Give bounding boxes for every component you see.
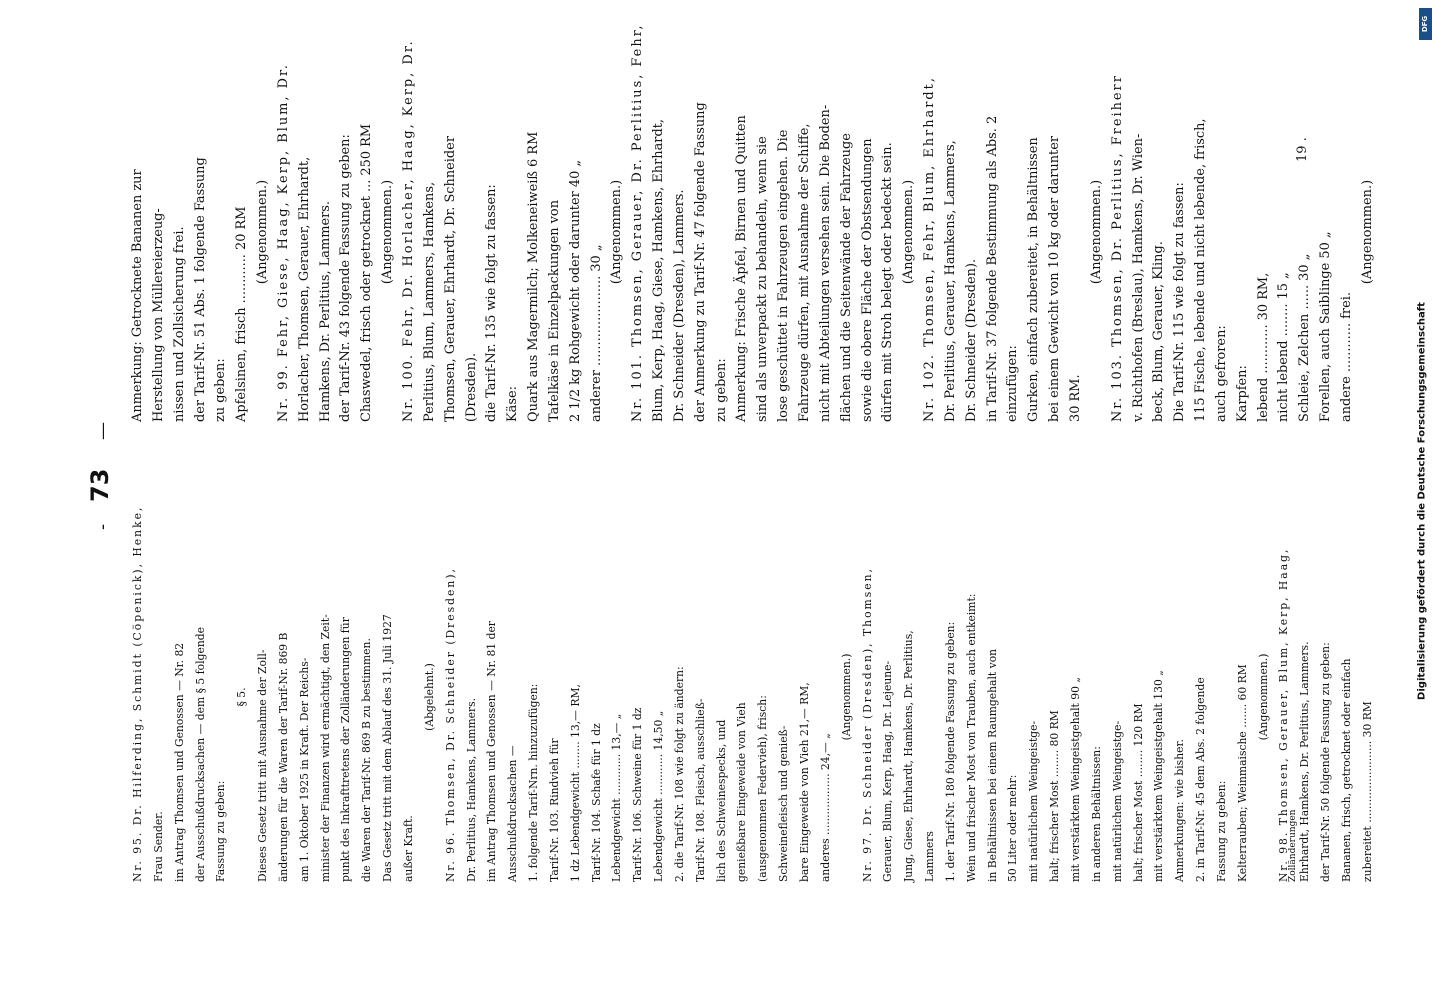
- text-line: anderer ...................... 30 „: [588, 244, 604, 422]
- text-line: punkt des Inkrafttretens der Zolländerungen für: [339, 617, 353, 882]
- text-line: zu geben:: [213, 358, 229, 422]
- text-line: Dr. Perlitius, Hamkens, Lammers.: [464, 697, 478, 882]
- text-line: im Antrag Thomsen und Genossen — Nr. 82: [172, 642, 186, 882]
- text-line: sind als unverpackt zu behandeln, wenn sie: [755, 136, 771, 422]
- text-line: lich des Schweinespecks, und: [714, 719, 728, 882]
- text-line: Nr. 95. Dr. Hilferding, Schmidt (Cöpenick), Henke,: [131, 505, 144, 882]
- text-line: Dr. Schneider (Dresden).: [963, 258, 979, 422]
- text-line: im Antrag Thomsen und Genossen — Nr. 81 der: [485, 621, 499, 882]
- text-line: dürfen mit Stroh belegt oder bedeckt sein.: [880, 142, 896, 422]
- text-line: der Ausschußdrucksachen — dem § 5 folgende: [193, 627, 207, 882]
- text-line: lose geschüttet in Fahrzeugen eingehen. Die: [776, 129, 792, 422]
- text-line: sowie die obere Fläche der Obstsendungen: [859, 138, 875, 422]
- text-line: Apfelsinen, frisch ............ 20 RM: [234, 206, 250, 422]
- text-line: in Behältnissen bei einem Raumgehalt von: [985, 648, 999, 882]
- dfg-logo-text: DFG: [1421, 15, 1430, 33]
- text-line: die Tarif-Nr. 135 wie folgt zu fassen:: [484, 184, 500, 422]
- left-column: [130, 505, 1381, 882]
- text-line: Nr. 102. Thomsen, Fehr, Blum, Ehrhardt,: [922, 76, 938, 422]
- text-line: Dr. Schneider (Dresden), Lammers.: [671, 189, 687, 422]
- page-header: [86, 0, 126, 1000]
- text-line: bei einem Gewicht von 10 kg oder darunter: [1047, 135, 1063, 422]
- text-line: Karpfen:: [1234, 365, 1250, 422]
- text-line: (Angenommen.): [1088, 179, 1104, 285]
- digitization-note: [1410, 6, 1434, 996]
- header-dash-right: —: [92, 422, 113, 440]
- text-line: mit verstärktem Weingeistgehalt 130 „: [1152, 670, 1166, 882]
- text-line: Ehrhardt, Hamkens, Dr. Perlitius, Lammers.: [1298, 641, 1312, 882]
- text-line: Anmerkung: Getrocknete Bananen zur: [130, 169, 145, 422]
- text-line: 2. in Tarif-Nr. 45 dem Abs. 2 folgende: [1194, 677, 1208, 882]
- text-line: Blum, Kerp, Haag, Giese, Hamkens, Ehrhardt,: [651, 118, 667, 422]
- text-line: Lammers: [923, 831, 937, 882]
- text-line: 2 1/2 kg Rohgewicht oder darunter 40 „: [567, 159, 583, 422]
- text-line: nicht mit Abteilungen versehen sein. Die Boden-: [817, 104, 833, 422]
- text-line: Perlitius, Blum, Lammers, Hamkens,: [421, 181, 437, 422]
- text-line: Schweinefleisch und genieß-: [777, 725, 791, 882]
- text-line: Tarif-Nr. 106. Schweine für 1 dz: [631, 707, 645, 882]
- right-column: [130, 23, 1381, 422]
- text-line: Fassung zu geben:: [1214, 780, 1228, 882]
- text-line: Nr. 101. Thomsen, Gerauer, Dr. Perlitius, Fehr,: [630, 23, 646, 422]
- text-line: (ausgenommen Federvieh), frisch:: [756, 695, 770, 882]
- text-line: mit natürlichem Weingeistge-: [1110, 720, 1124, 882]
- text-line: zu geben:: [713, 358, 729, 422]
- text-line: Die Tarif-Nr. 115 wie folgt zu fassen:: [1172, 182, 1188, 422]
- text-line: Quark aus Magermilch; Molkeneiweiß 6 RM: [526, 131, 542, 422]
- text-line: Jung, Giese, Ehrhardt, Hamkens, Dr. Perlitius,: [902, 630, 916, 882]
- text-line: 1. folgende Tarif-Nrn. hinzuzufügen:: [527, 683, 541, 882]
- text-line: in anderen Behältnissen:: [1089, 746, 1103, 882]
- text-line: Nr. 100. Fehr, Dr. Horlacher, Haag, Kerp, Dr.: [400, 39, 416, 422]
- text-line: am 1. Oktober 1925 in Kraft. Der Reichs-: [297, 657, 311, 882]
- text-line: (Dresden).: [463, 352, 479, 422]
- text-line: 50 Liter oder mehr:: [1006, 774, 1020, 882]
- text-line: Anmerkungen: wie bisher.: [1173, 739, 1187, 882]
- text-line: halt; frischer Most ........ 80 RM: [1048, 710, 1062, 882]
- text-line: Anmerkung: Frische Äpfel, Birnen und Quitten: [734, 115, 750, 422]
- text-line: außer Kraft.: [401, 815, 415, 882]
- text-line: in Tarif-Nr. 37 folgende Bestimmung als Abs. 2: [984, 115, 1000, 422]
- text-line: v. Richthofen (Breslau), Hamkens, Dr. Wien-: [1130, 133, 1146, 422]
- text-line: Wein und frischer Most von Trauben, auch entkeimt:: [964, 593, 978, 882]
- text-line: Frau Sender.: [151, 811, 165, 882]
- text-line: anderes .................. 24,— „: [818, 733, 832, 882]
- text-line: der Tarif-Nr. 51 Abs. 1 folgende Fassung: [192, 157, 208, 422]
- text-line: genießbare Eingeweide von Vieh: [735, 702, 749, 882]
- text-line: Fassung zu geben:: [214, 780, 228, 882]
- text-line: Schleie, Zelchen ...... 30 „: [1297, 253, 1313, 422]
- text-line: Tarif-Nr. 108. Fleisch, ausschließ-: [693, 698, 707, 882]
- text-line: mit verstärktem Weingeistgehalt 90 „: [1068, 677, 1082, 882]
- text-line: Nr. 99. Fehr, Giese, Haag, Kerp, Blum, Dr.: [275, 63, 291, 422]
- text-line: nissen und Zollsicherung frei.: [171, 226, 187, 422]
- header-dash-left: -: [92, 523, 113, 530]
- text-line: bare Eingeweide von Vieh 21,— RM,: [798, 682, 811, 882]
- text-line: nicht lebend ........ 15 „: [1276, 272, 1292, 422]
- text-line: (Angenommen.): [380, 179, 396, 285]
- text-line: andere ............ frei.: [1338, 292, 1354, 422]
- text-line: (Angenommen.): [255, 179, 271, 285]
- text-line: minister der Finanzen wird ermächtigt, den Zeit-: [318, 614, 332, 882]
- text-line: Lebendgewicht ............ 14,50 „: [652, 710, 666, 882]
- page-number: 73: [86, 468, 114, 502]
- text-line: (Angenommen.): [609, 179, 625, 285]
- text-line: Käse:: [505, 386, 521, 422]
- text-line: mit natürlichem Weingeistge-: [1027, 720, 1041, 882]
- text-line: (Abgelehnt.): [422, 663, 436, 731]
- text-line: 1. der Tarif-Nr. 180 folgende Fassung zu geben:: [943, 621, 957, 882]
- text-line: § 5.: [235, 687, 249, 707]
- text-line: Das Gesetz tritt mit dem Ablauf des 31. Juli 1927: [381, 614, 395, 882]
- text-line: Dr. Perlitius, Gerauer, Hamkens, Lammers,: [942, 140, 958, 422]
- text-line: Tarif-Nr. 104. Schafe für 1 dz: [589, 723, 603, 882]
- text-line: (Angenommen.): [1359, 179, 1375, 285]
- text-line: Bananen, frisch, getrocknet oder einfach: [1339, 658, 1353, 882]
- text-line: Chaswedel, frisch oder getrocknet ... 250 RM: [359, 123, 375, 422]
- text-line: auch gefroren:: [1213, 325, 1229, 422]
- text-line: Fahrzeuge dürfen, mit Ausnahme der Schiffe,: [797, 123, 812, 422]
- text-line: Kelterrauben; Weinmaische ....... 60 RM: [1235, 664, 1249, 882]
- text-line: Nr. 96. Thomsen, Dr. Schneider (Dresden),: [443, 567, 457, 882]
- text-line: Tarif-Nr. 103. Rindvieh für: [547, 738, 561, 882]
- text-line: Lebendgewicht ............ 13,— „: [610, 713, 624, 882]
- text-line: beck, Blum, Gerauer, Kling.: [1151, 241, 1167, 422]
- text-line: Hamkens, Dr. Perlitius, Lammers.: [317, 201, 333, 422]
- text-line: Nr. 103. Thomsen, Dr. Perlitius, Freiherr: [1109, 74, 1125, 422]
- text-line: Ausschußdrucksachen —: [506, 745, 520, 882]
- text-line: lebend ............ 30 RM,: [1255, 272, 1271, 422]
- text-line: Tafelkäse in Einzelpackungen von: [546, 199, 562, 422]
- text-line: halt; frischer Most ........ 120 RM: [1131, 703, 1145, 882]
- text-line: Nr. 98. Thomsen, Gerauer, Blum, Kerp, Haag,: [1277, 547, 1291, 882]
- footer-signature: 19 .: [1295, 137, 1310, 162]
- text-line: 1 dz Lebendgewicht ........ 13,— RM,: [568, 684, 582, 882]
- text-line: der Anmerkung zu Tarif-Nr. 47 folgende Fassung: [692, 102, 708, 422]
- text-line: Nr. 97. Dr. Schneider (Dresden), Thomsen,: [860, 567, 874, 882]
- text-line: 2. die Tarif-Nr. 108 wie folgt zu ändern:: [672, 666, 686, 882]
- text-line: Thomsen, Gerauer, Ehrhardt, Dr. Schneider: [442, 136, 458, 422]
- text-line: (Angenommen.): [839, 653, 853, 741]
- text-line: Gurken, einfach zubereitet, in Behältnissen: [1026, 137, 1042, 422]
- text-line: zubereitet ........................ 30 RM: [1360, 701, 1374, 882]
- text-line: Horlacher, Thomsen, Gerauer, Ehrhardt,: [296, 156, 312, 422]
- text-line: einzufügen:: [1005, 345, 1021, 422]
- text-line: die Waren der Tarif-Nr. 869 B zu bestimmen.: [360, 638, 374, 882]
- text-line: (Angenommen.): [1256, 653, 1270, 741]
- text-line: flächen und die Seitenwände der Fahrzeuge: [838, 133, 854, 422]
- digitization-note-text: Digitalisierung gefördert durch die Deutsche Forschungsgemeinschaft: [1416, 302, 1428, 700]
- text-line: Gerauer, Blum, Kerp, Haag, Dr. Lejeune-: [881, 660, 895, 882]
- text-line: Dieses Gesetz tritt mit Ausnahme der Zoll-: [256, 649, 270, 882]
- text-line: der Tarif-Nr. 43 folgende Fassung zu geben:: [338, 134, 354, 422]
- text-line: Herstellung von Müllereierzeug-: [150, 208, 166, 422]
- text-line: der Tarif-Nr. 50 folgende Fassung zu geben:: [1319, 642, 1333, 882]
- footer-mark: Zolländerungen: [1288, 809, 1298, 882]
- dfg-logo: [1419, 8, 1432, 40]
- text-line: (Angenommen.): [901, 179, 917, 285]
- text-line: Forellen, auch Saiblinge 50 „: [1318, 231, 1334, 422]
- text-line: änderungen für die Waren der Tarif-Nr. 869 B: [276, 632, 290, 882]
- text-line: 30 RM.: [1067, 374, 1083, 422]
- text-line: 115 Fische, lebende und nicht lebende, frisch,: [1193, 118, 1209, 422]
